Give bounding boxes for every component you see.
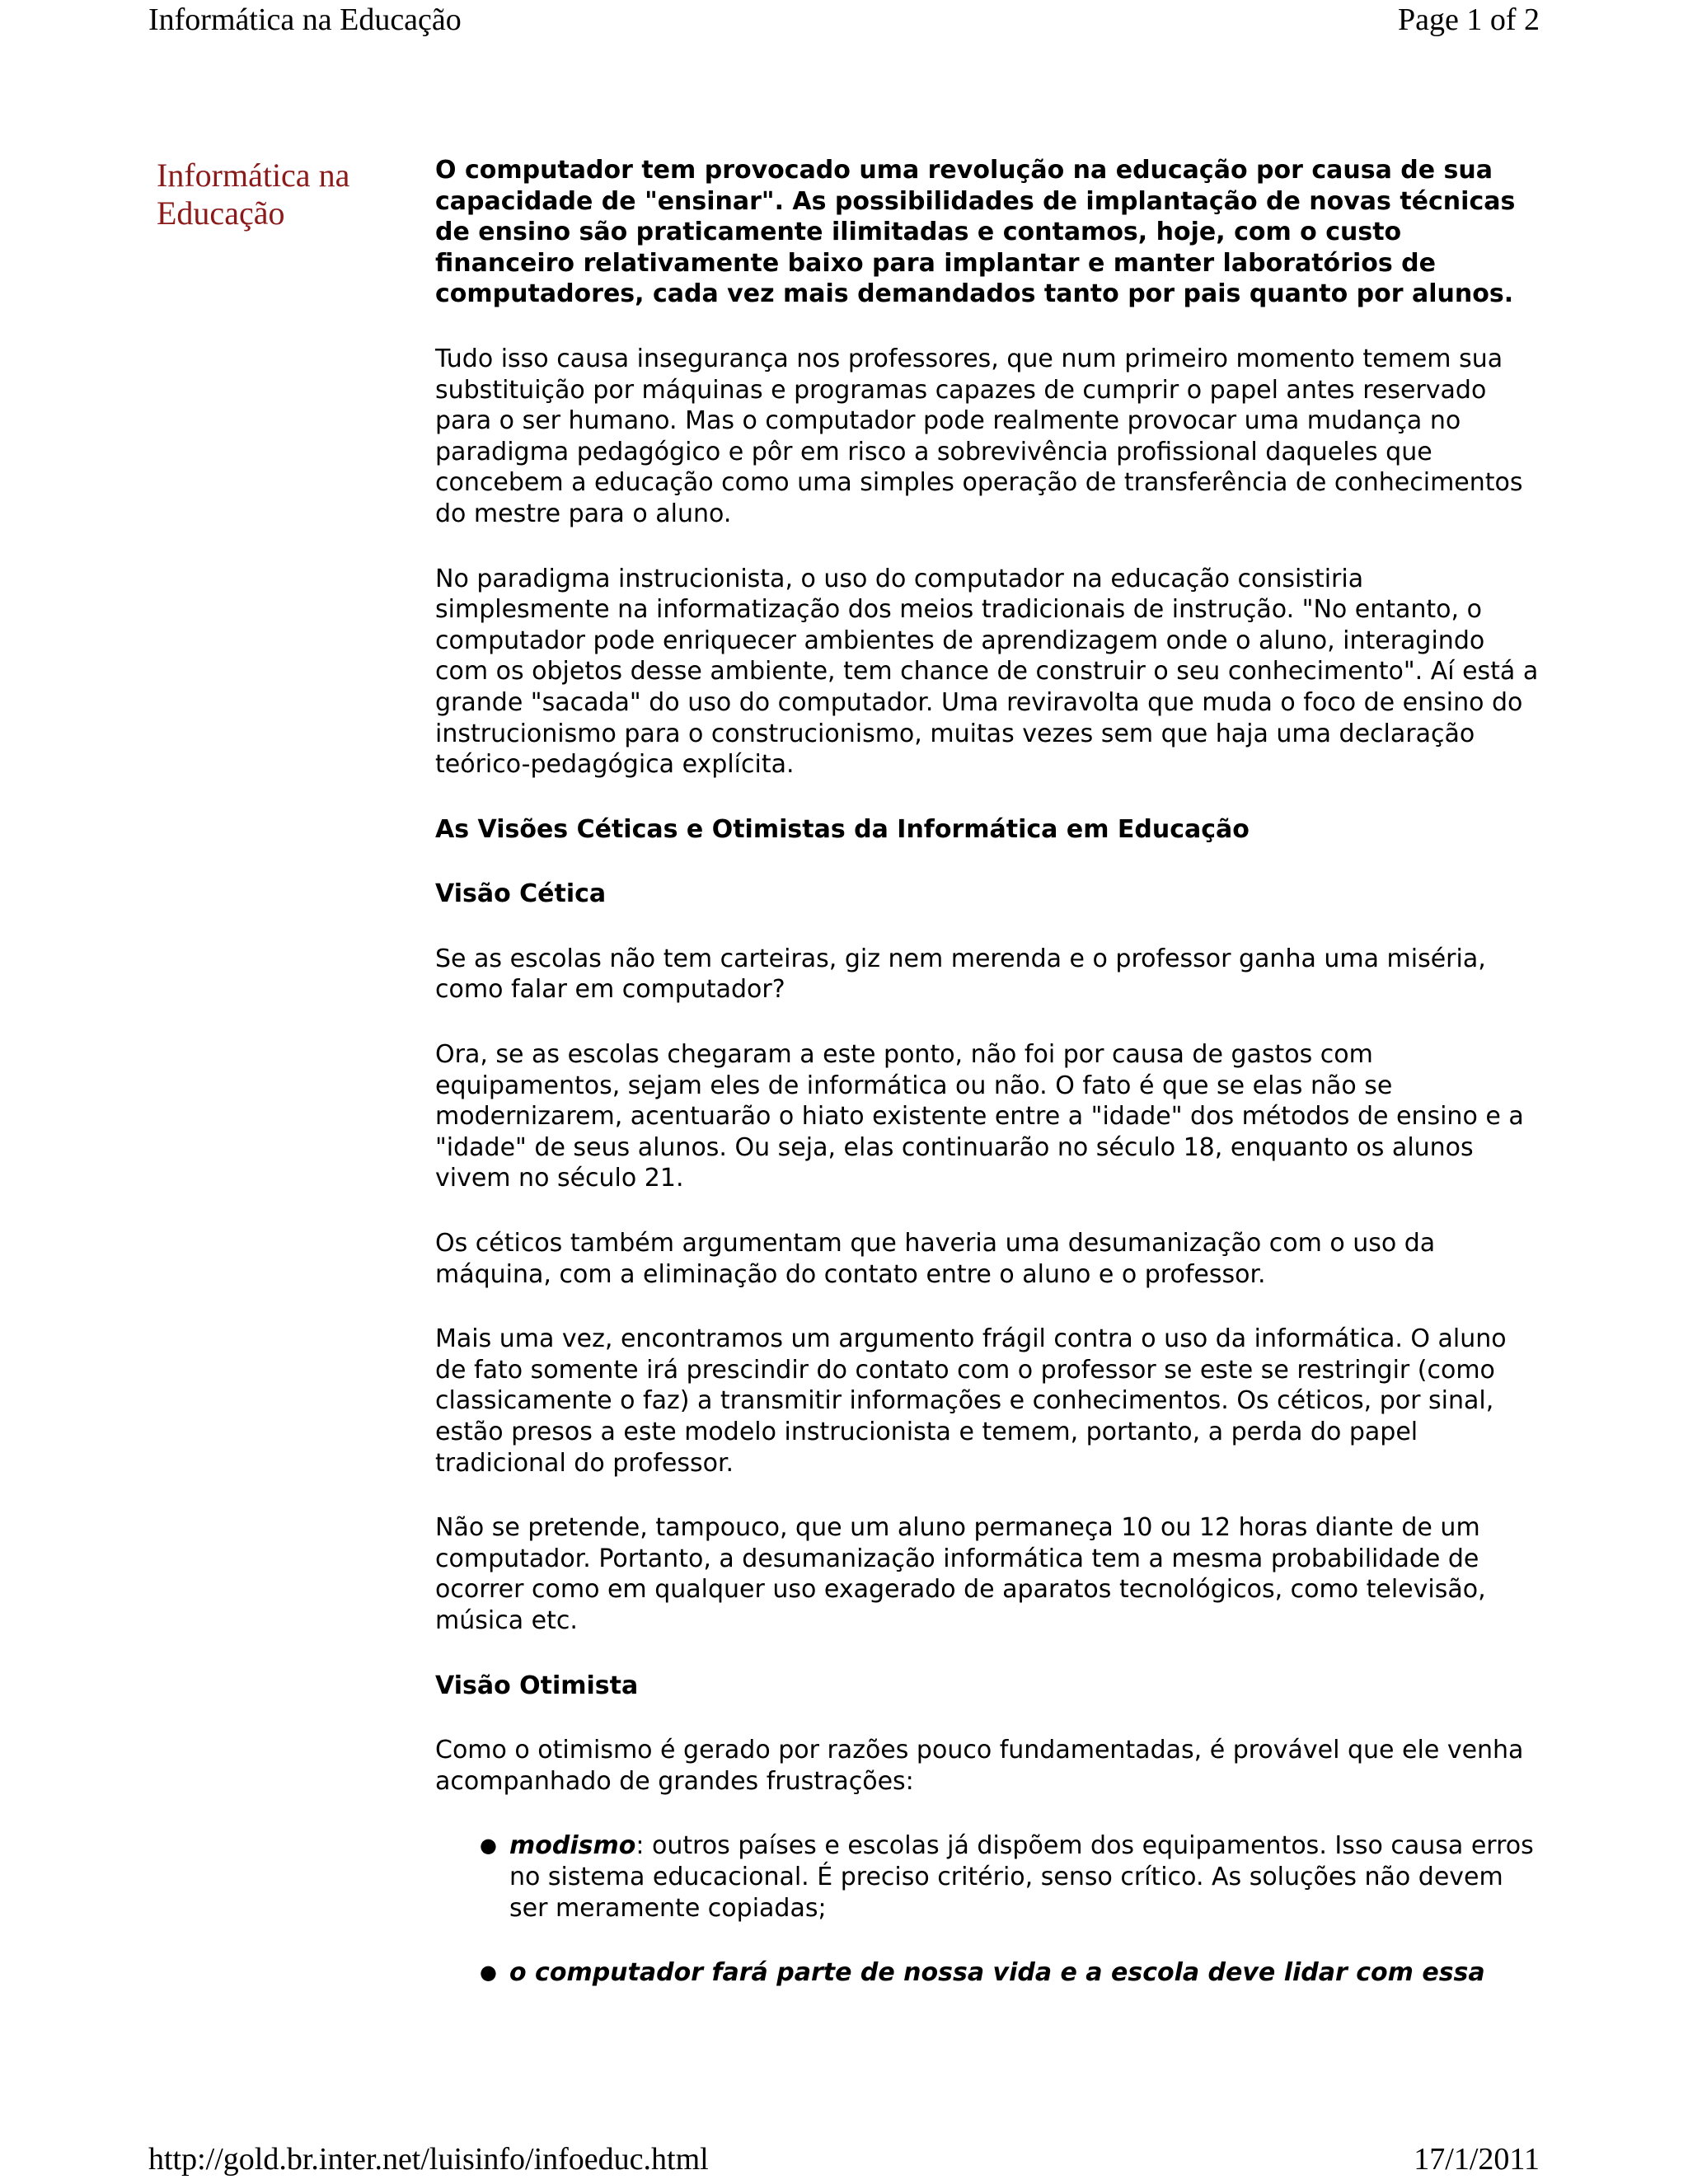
bullet-icon: ● <box>480 1961 497 1985</box>
paragraph: Os céticos também argumentam que haveria uma desumanização com o uso da máquina, com a eliminação do contato entre o aluno e o professor. <box>435 1229 1436 1289</box>
side-title: Informática na Educação <box>157 157 350 232</box>
bullet-term: modismo <box>509 1831 636 1861</box>
paragraph: Não se pretende, tampouco, que um aluno permaneça 10 ou 12 horas diante de um computador. Portanto, a desumanização informática tem a mesma probabilidade de ocorrer como em qualquer uso exagerado de aparatos tecnológicos, como televisão, música etc. <box>435 1513 1486 1635</box>
bullet-text: : outros países e escolas já dispõem dos equipamentos. Isso causa erros no sistema educacional. É preciso critério, senso crítico. As soluções não devem ser meramente copiadas; <box>509 1831 1534 1923</box>
page-header-title: Informática na Educação <box>148 2 462 37</box>
optimist-heading: Visão Otimista <box>435 1671 639 1700</box>
list-item <box>480 1830 1540 1924</box>
section-heading: As Visões Céticas e Otimistas da Informática em Educação <box>435 814 1250 844</box>
intro-paragraph: O computador tem provocado uma revolução na educação por causa de sua capacidade de "ensinar". As possibilidades de implantação de novas técnicas de ensino são praticamente ilimitadas e contamos, hoje, com o custo financeiro relativamente baixo para implantar e manter laboratórios de computadores, cada vez mais demandados tanto por pais quanto por alunos. <box>435 156 1516 309</box>
paragraph: Tudo isso causa insegurança nos professores, que num primeiro momento temem sua substituição por máquinas e programas capazes de cumprir o papel antes reservado para o ser humano. Mas o computador pode realmente provocar uma mudança no paradigma pedagógico e pôr em risco a sobrevivência profissional daqueles que concebem a educação como uma simples operação de transferência de conhecimentos do mestre para o aluno. <box>435 344 1523 528</box>
paragraph: Ora, se as escolas chegaram a este ponto, não foi por causa de gastos com equipamentos, sejam eles de informática ou não. O fato é que se elas não se modernizarem, acentuarão o hiato existente entre a "idade" dos métodos de ensino e a "idade" de seus alunos. Ou seja, elas continuarão no século 18, enquanto os alunos vivem no século 21. <box>435 1040 1524 1193</box>
page-number: Page 1 of 2 <box>1397 2 1540 37</box>
paragraph: No paradigma instrucionista, o uso do computador na educação consistiria simplesmente na informatização dos meios tradicionais de instrução. "No entanto, o computador pode enriquecer ambientes de aprendizagem onde o aluno, interagindo com os objetos desse ambiente, tem chance de construir o seu conhecimento". Aí está a grande "sacada" do uso do computador. Uma reviravolta que muda o foco de ensino do instrucionismo para o construcionismo, muitas vezes sem que haja uma declaração teórico-pedagógica explícita. <box>435 564 1539 780</box>
print-date: 17/1/2011 <box>1414 2142 1540 2177</box>
paragraph: Mais uma vez, encontramos um argumento frágil contra o uso da informática. O aluno de fato somente irá prescindir do contato com o professor se este se restringir (como classicamente o faz) a transmitir informações e conhecimentos. Os céticos, por sinal, estão presos a este modelo instrucionista e temem, portanto, a perda do papel tradicional do professor. <box>435 1324 1507 1478</box>
source-url: http://gold.br.inter.net/luisinfo/infoeduc.html <box>148 2142 709 2177</box>
article-body <box>435 155 1540 2022</box>
list-item <box>480 1957 1540 1989</box>
bullet-list <box>435 1830 1540 1988</box>
skeptic-heading: Visão Cética <box>435 879 607 909</box>
bullet-term: o computador fará parte de nossa vida e a escola deve lidar com essa <box>509 1958 1485 1988</box>
bullet-icon: ● <box>480 1834 497 1858</box>
paragraph: Se as escolas não tem carteiras, giz nem merenda e o professor ganha uma miséria, como falar em computador? <box>435 944 1486 1005</box>
paragraph: Como o otimismo é gerado por razões pouco fundamentadas, é provável que ele venha acompanhado de grandes frustrações: <box>435 1736 1524 1796</box>
